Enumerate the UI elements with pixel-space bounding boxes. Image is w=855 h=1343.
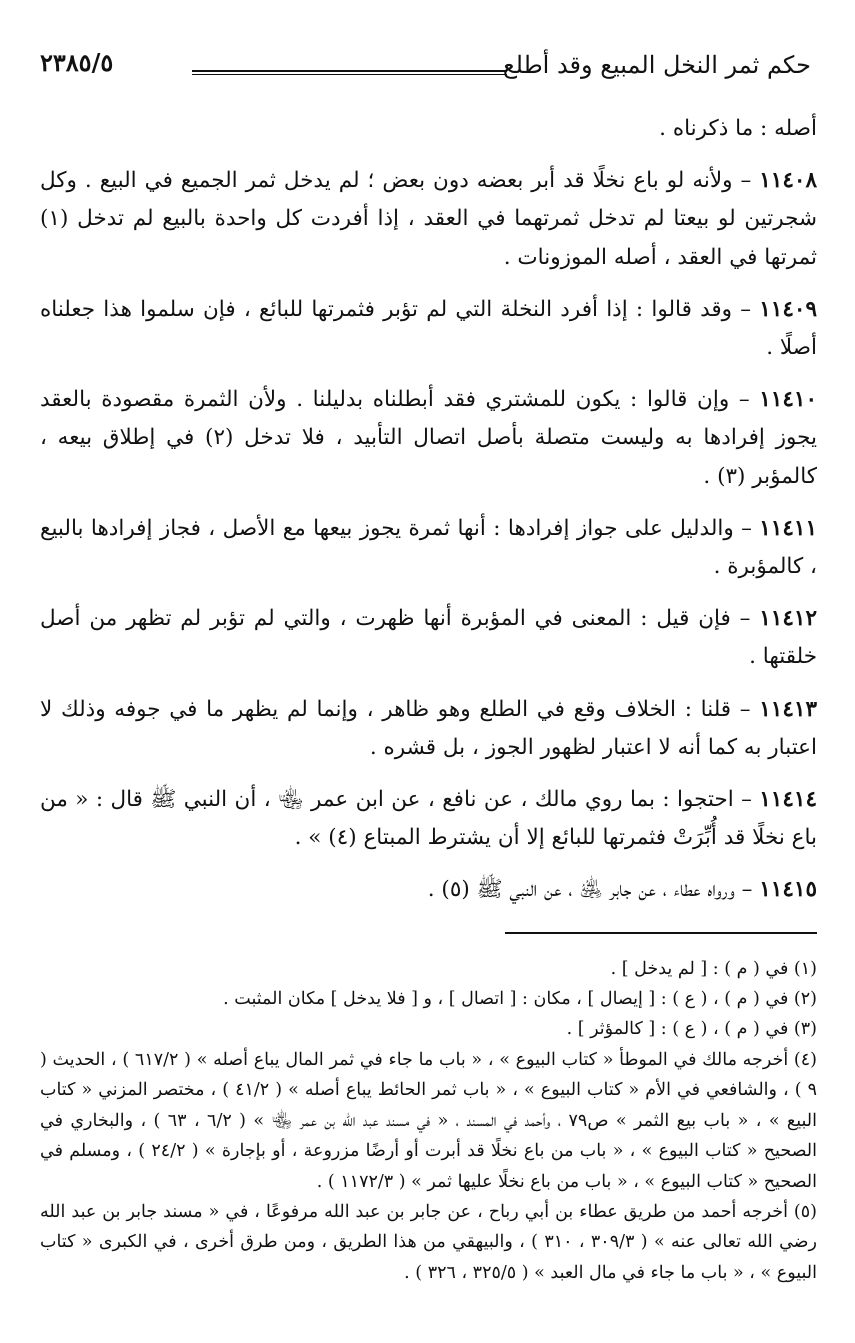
paragraph-number: ١١٤١٥	[759, 877, 817, 903]
paragraph-text: – وإن قالوا : يكون للمشتري فقد أبطلناه بدليلنا . ولأن الثمرة مقصودة بالعقد يجوز إفرادها به وليست متصلة بأصل اتصال التأبيد ، فلا تدخل (٢) في إطلاق بيعه ، كالمؤبر (٣) .	[40, 387, 817, 489]
paragraph-text: – ولأنه لو باع نخلًا قد أبر بعضه دون بعض ؛ لم يدخل ثمر الجميع في البيع . وكل شجرتين لو بيعتا لم تدخل ثمرتهما في العقد ، إذا أفردت كل واحدة بالبيع لم تدخل (١) ثمرتها في العقد ، أصله الموزونات .	[40, 168, 817, 270]
paragraph-number: ١١٤١٠	[759, 387, 817, 413]
paragraph-text: – احتجوا : بما روي مالك ، عن نافع ، عن ابن عمر ﵄ ، أن النبي ﷺ قال : « من باع نخلًا قد أُبِّرَتْ فثمرتها للبائع إلا أن يشترط المبتاع (٤) » .	[40, 787, 817, 851]
paragraph-11409	[40, 291, 817, 367]
footnote-5: (٥) أخرجه أحمد من طريق عطاء بن أبي رباح ، عن جابر بن عبد الله مرفوعًا ، في « مسند جابر بن عبد الله رضي الله تعالى عنه » ( ٣٠٩/٣ ، ٣١٠ ) ، والبيهقي من هذا الطريق ، ومن طرق أخرى ، في الكبرى « كتاب البيوع » ، « باب ما جاء في مال العبد » ( ٣٢٥/٥ ، ٣٢٦ ) .	[40, 1201, 817, 1283]
paragraph-11411	[40, 510, 817, 586]
paragraph-text: – قلنا : الخلاف وقع في الطلع وهو ظاهر ، وإنما لم يظهر ما في جوفه وذلك لا اعتبار به كما أنه لا اعتبار لظهور الجوز ، بل قشره .	[40, 696, 817, 760]
page-number: ٢٣٨٥/٥	[40, 48, 114, 77]
paragraph-text: – ورواه عطاء ، عن جابر ﵁ ، عن النبي ﷺ (٥) .	[427, 877, 760, 903]
paragraph-number: ١١٤٠٩	[759, 296, 817, 322]
paragraph-number: ١١٤١١	[759, 515, 817, 541]
footnotes	[40, 954, 817, 1288]
footnote-separator	[505, 932, 817, 934]
paragraph-text: – والدليل على جواز إفرادها : أنها ثمرة يجوز بيعها مع الأصل ، فجاز إفرادها بالبيع ، كالمؤبرة .	[40, 515, 817, 580]
paragraph-11408	[40, 162, 817, 277]
footnote-1: (١) في ( م ) : [ لم يدخل ] .	[610, 958, 817, 979]
paragraph-continuation	[40, 110, 817, 148]
footnote-2: (٢) في ( م ) ، ( ع ) : [ إيصال ] ، مكان : [ اتصال ] ، و [ فلا يدخل ] مكان المثبت .	[223, 989, 817, 1010]
main-text	[40, 110, 817, 910]
paragraph-text: أصله : ما ذكرناه .	[659, 116, 817, 141]
paragraph-number: ١١٤١٢	[759, 606, 817, 632]
paragraph-11415	[40, 871, 817, 909]
paragraph-text: – فإن قيل : المعنى في المؤبرة أنها ظهرت ، والتي لم تؤبر لم تظهر من أصل خلقتها .	[40, 606, 817, 670]
footnote-3: (٣) في ( م ) ، ( ع ) : [ كالمؤثر ] .	[566, 1019, 817, 1040]
header-rule	[192, 70, 507, 75]
paragraph-text: – وقد قالوا : إذا أفرد النخلة التي لم تؤبر فثمرتها للبائع ، فإن سلموا هذا جعلناه أصلًا .	[40, 296, 817, 361]
paragraph-number: ١١٤١٤	[759, 787, 817, 813]
paragraph-11410	[40, 381, 817, 496]
paragraph-11414	[40, 781, 817, 857]
footnote-4: (٤) أخرجه مالك في الموطأ « كتاب البيوع » ، « باب ما جاء في ثمر المال يباع أصله » ( ٦١٧/٢ ) ، الحديث ( ٩ ) ، والشافعي في الأم « كتاب البيوع » ، « باب ثمر الحائط يباع أصله » ( ٤١/٢ ) ، مختصر المزني « كتاب البيع » ، « باب بيع الثمر » ص٧٩ ، وأحمد في المسند ، « في مسند عبد الله بن عمر ﵄ » ( ٦/٢ ، ٦٣ ) ، والبخاري في الصحيح « كتاب البيوع » ، « باب من باع نخلًا قد أبرت أو أرضًا مزروعة ، أو بإجارة » ( ٢٤/٢ ) ، ومسلم في الصحيح « كتاب البيوع » ، « باب من باع نخلًا عليها ثمر » ( ١١٧٢/٣ ) .	[40, 1049, 817, 1192]
running-title: حكم ثمر النخل المبيع وقد أطلع	[502, 51, 811, 79]
paragraph-11412	[40, 600, 817, 676]
paragraph-11413	[40, 691, 817, 767]
page-header	[40, 40, 817, 86]
paragraph-number: ١١٤٠٨	[759, 168, 817, 194]
paragraph-number: ١١٤١٣	[759, 696, 817, 722]
